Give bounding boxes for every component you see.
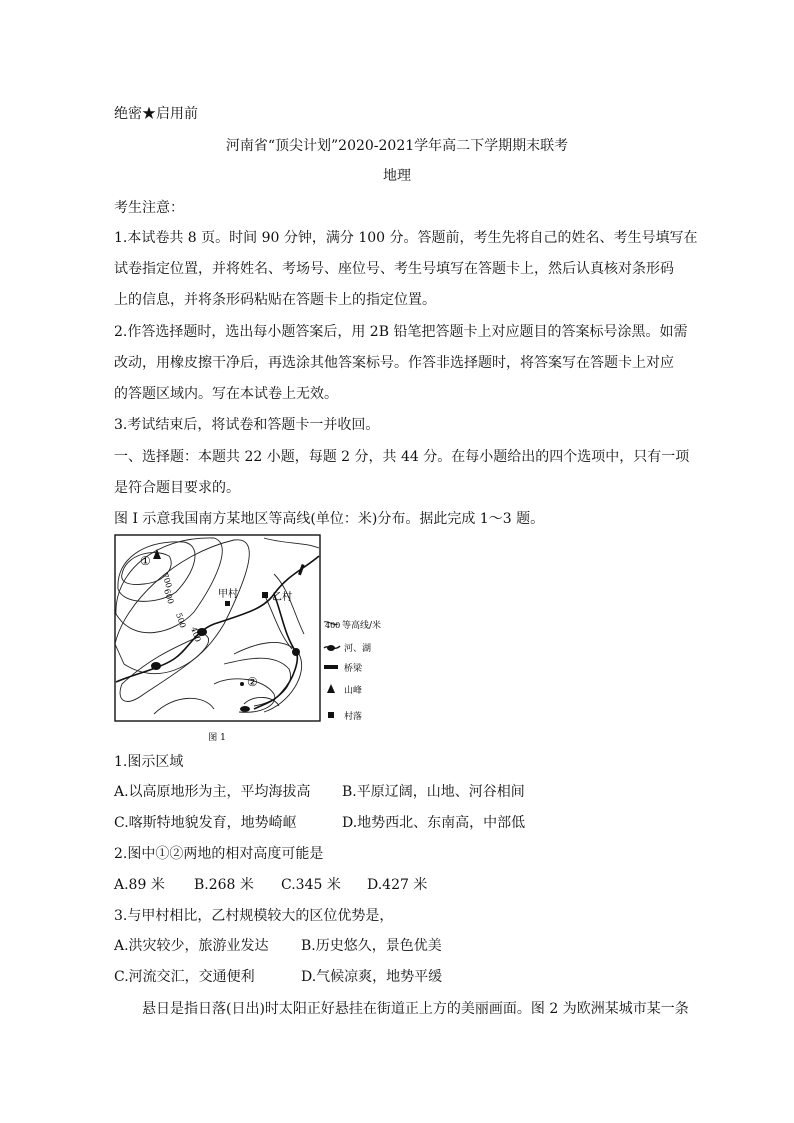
legend-village-text: 村落 [344, 712, 363, 722]
village-yi-marker [262, 592, 268, 598]
question1-option-a: A.以高原地形为主，平均海拔高 [114, 784, 311, 800]
question3-option-b: B.历史悠久，景色优美 [301, 938, 442, 954]
point2-label: ② [247, 675, 258, 689]
next-paragraph: 悬日是指日落(日出)时太阳正好悬挂在街道正上方的美丽画面。图 2 为欧洲某城市某一条 [142, 1001, 689, 1017]
question1-option-b: B.平原辽阔，山地、河谷相间 [342, 784, 525, 800]
question1-option-c: C.喀斯特地貌发育，地势崎岖 [114, 815, 297, 831]
contour-label-700: 700 [160, 571, 174, 590]
question3-option-a: A.洪灾较少，旅游业发达 [114, 938, 269, 954]
notice-item1-line1: 1.本试卷共 8 页。时间 90 分钟，满分 100 分。答题前，考生先将自己的姓名、考生号填写在 [114, 230, 698, 246]
question1-option-d: D.地势西北、东南高，中部低 [342, 815, 526, 831]
question2-stem: 2.图中①②两地的相对高度可能是 [114, 846, 324, 862]
point1-label: ① [140, 554, 151, 568]
notice-item1-line2: 试卷指定位置，并将姓名、考场号、座位号、考生号填写在答题卡上，然后认真核对条形码 [114, 261, 674, 277]
secret-mark: 绝密★启用前 [114, 106, 198, 122]
notice-heading: 考生注意： [114, 200, 184, 216]
legend-bridge-symbol [324, 665, 338, 669]
subject-title: 地理 [383, 168, 411, 184]
figure1-intro: 图 I 示意我国南方某地区等高线(单位：米)分布。据此完成 1～3 题。 [114, 511, 545, 527]
notice-item2-line2: 改动，用橡皮擦干净后，再选涂其他答案标号。作答非选择题时，将答案写在答题卡上对应 [114, 355, 674, 371]
legend [324, 619, 381, 722]
notice-item1-line3: 上的信息，并将条形码粘贴在答题卡上的指定位置。 [114, 292, 436, 308]
question3-option-d: D.气候凉爽，地势平缓 [301, 969, 443, 985]
village-jia-marker [225, 601, 230, 606]
legend-lake-symbol [327, 645, 335, 651]
question2-option-b: B.268 米 [194, 877, 254, 893]
section1-line2: 是符合题目要求的。 [114, 480, 240, 496]
question2-option-a: A.89 米 [114, 877, 165, 893]
lake-3 [292, 648, 300, 656]
village-jia-label: 甲村 [218, 589, 238, 600]
question2-option-c: C.345 米 [281, 877, 341, 893]
contour-label-500: 500 [174, 611, 188, 630]
exam-title: 河南省“顶尖计划”2020-2021学年高二下学期期末联考 [225, 138, 569, 154]
legend-peak-symbol [327, 684, 335, 693]
village-yi-label: 乙村 [272, 592, 292, 603]
legend-contour-value: 400 [325, 621, 341, 630]
lake-4 [240, 706, 250, 712]
section1-line1: 一、选择题：本题共 22 小题，每题 2 分，共 44 分。在每小题给出的四个选项中，只有一项 [114, 449, 690, 465]
contour-label-400: 400 [189, 625, 203, 644]
question1-stem: 1.图示区域 [114, 754, 184, 770]
legend-bridge-text: 桥梁 [344, 664, 363, 674]
legend-river-text: 河、湖 [344, 644, 372, 654]
contour-label-600: 600 [162, 587, 176, 606]
notice-item2-line3: 的答题区域内。写在本试卷上无效。 [114, 386, 338, 402]
notice-item2-line1: 2.作答选择题时，选出每小题答案后，用 2B 铅笔把答题卡上对应题目的答案标号涂黑。如需 [114, 324, 688, 340]
lake-2 [151, 662, 161, 670]
legend-peak-text: 山峰 [344, 686, 363, 696]
question2-option-d: D.427 米 [367, 877, 428, 893]
notice-item3: 3.考试结束后，将试卷和答题卡一并收回。 [114, 417, 380, 433]
figure1-caption: 图 1 [208, 733, 226, 743]
question3-stem: 3.与甲村相比，乙村规模较大的区位优势是， [114, 908, 394, 924]
legend-village-symbol [328, 712, 334, 718]
legend-contour-text: 等高线/米 [342, 621, 382, 631]
question3-option-c: C.河流交汇，交通便利 [114, 969, 255, 985]
point2-dot [240, 682, 244, 686]
figure1 [114, 534, 414, 746]
